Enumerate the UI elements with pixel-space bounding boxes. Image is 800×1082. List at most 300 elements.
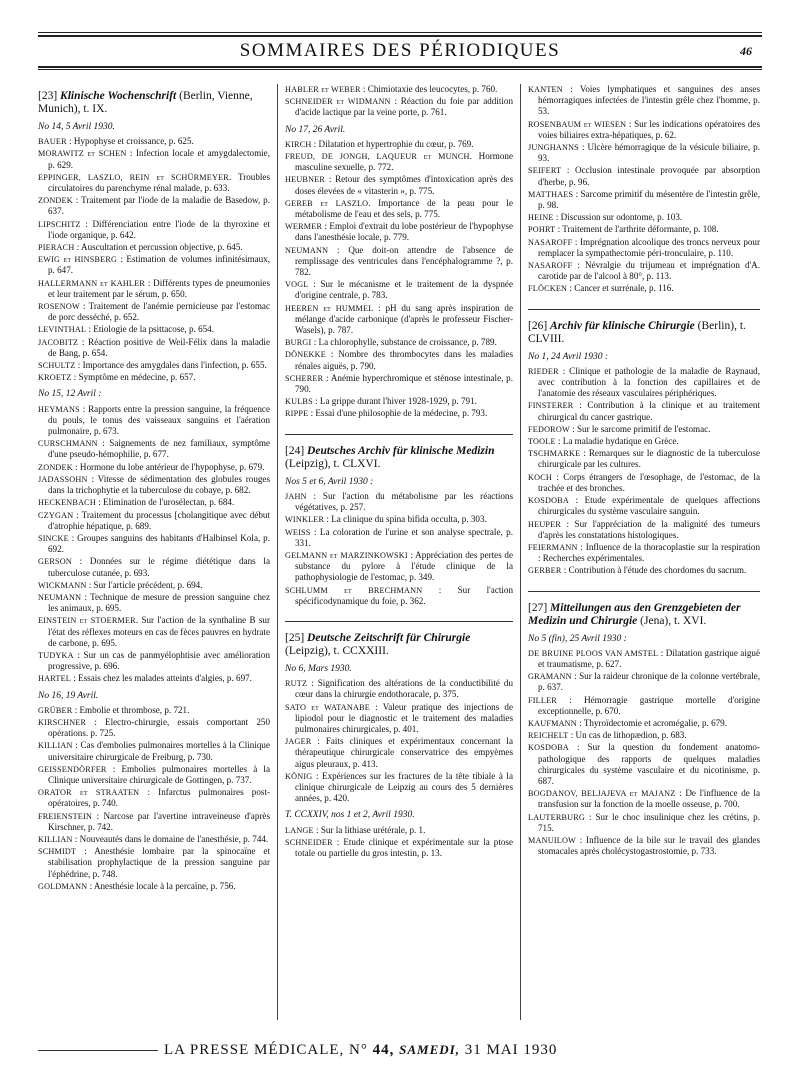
article-author: HABLER et WEBER — [285, 85, 361, 94]
journal-number: [24] — [285, 444, 308, 457]
article-title: : Etude clinique et expérimentale sur la ptose totale ou partielle du gros intestin, p. 13. — [295, 836, 513, 858]
article-entry — [38, 834, 270, 845]
article-entry — [528, 730, 760, 741]
article-title: : Sur l'article précédent, p. 694. — [86, 579, 203, 590]
section-rule — [528, 309, 760, 310]
article-title: : Ulcère hémorragique de la vésicule biliaire, p. 93. — [538, 142, 760, 164]
article-entry — [38, 324, 270, 335]
journal-heading — [528, 320, 760, 346]
article-author: HEUPER — [528, 519, 562, 529]
article-author: KOSDOBA — [528, 743, 569, 753]
issue-date: No 14, 5 Avril 1930. — [38, 122, 115, 132]
article-title: : La clinique du spina bifida occulta, p. 303. — [324, 514, 487, 525]
article-entry — [38, 717, 270, 739]
article-author: ROSENBAUM et WIESEN — [528, 119, 627, 129]
article-entry — [285, 702, 513, 736]
article-entry — [38, 360, 270, 371]
article-title: : Sarcome primitif du mésentère de l'intestin grêle, p. 98. — [538, 188, 760, 211]
article-entry — [38, 136, 270, 147]
article-author: FEDOROW — [528, 424, 570, 434]
article-entry — [38, 254, 270, 276]
article-author: KANTEN — [528, 85, 563, 94]
article-author: PIERACH — [38, 243, 75, 253]
journal-heading — [528, 602, 760, 628]
article-entry — [285, 245, 513, 279]
article-author: KROETZ — [38, 373, 72, 383]
article-title: : Contribution à la clinique et au traitement chirurgical du cancer gastrique. — [538, 400, 760, 422]
article-title: . Sur l'action de la synthaline B sur l'état des réflexes moteurs en cas de fèces pauvres en hydrate de carbone, p. 695. — [48, 615, 270, 648]
column-3 — [528, 84, 760, 1022]
article-entry — [285, 373, 513, 395]
article-title: : Traitement par l'iode de la maladie de Basedow, p. 637. — [48, 195, 270, 217]
article-title: . Hormone masculine sexuelle, p. 772. — [295, 151, 513, 173]
article-author: NASAROFF — [528, 261, 573, 271]
article-author: TSCHMARKE — [528, 449, 581, 459]
article-title: : Appréciation des pertes de substance du pylore à l'étude clinique de la pathophysiologie de l'estomac, p. 349. — [295, 549, 513, 583]
article-author: TUDYKA — [38, 650, 74, 660]
article-title: : Imprégnation alcoolique des troncs nerveux pour remplacer la sympathectomie péri-tronculaire, p. 110. — [538, 236, 760, 258]
issue-date: Nos 5 et 6, Avril 1930 : — [285, 476, 374, 487]
article-entry — [528, 718, 760, 729]
article-title: : Faits cliniques et expérimentaux concernant la thérapeutique chirurgicale conservatrice des empyèmes aigus pleuraux, p. 413. — [295, 736, 513, 769]
article-entry — [285, 825, 513, 836]
article-author: BURGI — [285, 338, 312, 348]
article-title: : Thyroïdectomie et acromégalie, p. 679. — [576, 717, 728, 728]
article-author: KÖNIG — [285, 771, 313, 781]
article-entry — [528, 565, 760, 576]
article-title: : Retour des symptômes d'intoxication après des doses élevées de « vitasterin », p. 775. — [295, 174, 513, 196]
article-title: : Traitement de l'anémie pernicieuse par l'estomac de porc desséché, p. 652. — [48, 301, 270, 323]
article-author: HEYMANS — [38, 404, 80, 414]
article-entry — [38, 556, 270, 578]
article-author: JAHN — [285, 491, 307, 501]
article-entry — [285, 337, 513, 348]
article-title: : Essais chez les malades atteints d'algies, p. 697. — [71, 673, 252, 684]
issue-date: No 1, 24 Avril 1930 : — [528, 351, 609, 362]
article-title: : Expériences sur les fractures de la tête tibiale à la clinique chirurgicale de Leipzig au cours des 5 dernières années, p. 420. — [295, 770, 513, 804]
article-entry — [528, 260, 760, 282]
article-author: ZONDEK — [38, 462, 73, 472]
footer — [38, 1042, 762, 1062]
article-entry — [285, 408, 513, 419]
article-author: SINCKE — [38, 533, 69, 543]
article-author: HALLERMANN et KAHLER — [38, 278, 146, 288]
article-entry — [528, 237, 760, 259]
article-author: JAGER — [285, 737, 312, 747]
journal-details: (Jena), t. XVI. — [637, 614, 707, 627]
article-author: GEISSENDÖRFER — [38, 764, 107, 774]
article-entry — [38, 510, 270, 532]
article-title: : Remarques sur le diagnostic de la tuberculose chirurgicale par les cultures. — [538, 448, 760, 470]
article-author: KILLIAN — [38, 741, 73, 751]
article-author: SCHULTZ — [38, 361, 76, 371]
article-title: : Dilatation et hypertrophie du cœur, p. 769. — [311, 138, 474, 149]
footer-day: SAMEDI, — [399, 1042, 460, 1057]
article-author: WINKLER — [285, 515, 325, 525]
article-title: : Etiologie de la psittacose, p. 654. — [86, 324, 214, 335]
article-entry — [38, 673, 270, 684]
article-title: : Contribution à l'étude des chordomes du sacrum. — [561, 565, 747, 576]
article-title: : Valeur pratique des injections de lipiodol pour le diagnostic et le traitement des maladies pulmonaires chirurgicales, p. 401. — [295, 701, 513, 734]
article-author: WICKMANN — [38, 580, 87, 590]
article-author: SCHNEIDER — [285, 837, 333, 847]
journal-title: Deutsches Archiv für klinische Medizin — [307, 444, 495, 457]
footer-journal: LA PRESSE MÉDICALE, N° — [164, 1042, 368, 1058]
article-title: : Sur un cas de panmyélophtisie avec amélioration progressive, p. 696. — [48, 649, 270, 672]
article-entry — [38, 372, 270, 383]
article-title: : Sur l'action spécificodynamique du foie, p. 362. — [295, 584, 513, 606]
article-entry — [38, 242, 270, 253]
article-title: : Infarctus pulmonaires post-opératoires, p. 740. — [48, 787, 270, 809]
article-entry — [285, 771, 513, 805]
article-author: RIEDER — [528, 366, 559, 376]
issue-date: T. CCXXIV, nos 1 et 2, Avril 1930. — [285, 810, 415, 821]
journal-heading — [285, 632, 513, 658]
article-author: FREIENSTEIN — [38, 811, 93, 821]
article-title: : Dilatation gastrique aiguë et traumatisme, p. 627. — [538, 647, 760, 669]
article-entry — [285, 84, 513, 95]
journal-details: (Berlin, Vienne, Munich), t. IX. — [38, 90, 253, 115]
article-entry — [38, 811, 270, 833]
article-title: : Sur la raideur chronique de la colonne vertébrale, p. 637. — [538, 671, 760, 693]
column-1 — [38, 84, 270, 1022]
article-entry — [38, 881, 270, 892]
column-2 — [285, 84, 513, 1022]
article-author: RIPPE — [285, 409, 309, 419]
article-author: GERSON — [38, 557, 72, 567]
article-entry — [528, 424, 760, 435]
article-author: SEIFERT — [528, 166, 562, 176]
article-author: ORATOR et STRAATEN — [38, 788, 140, 798]
article-entry — [38, 219, 270, 241]
article-entry — [285, 514, 513, 525]
article-entry — [38, 337, 270, 359]
article-entry — [285, 221, 513, 243]
journal-heading — [38, 90, 270, 116]
article-title: : Nombre des thrombocytes dans les maladies rénales aiguës, p. 790. — [295, 349, 513, 371]
article-title: : Estimation de volumes infinitésimaux, p. 647. — [48, 254, 270, 276]
journal-number: [23] — [38, 90, 61, 102]
journal-heading — [285, 445, 513, 471]
article-title: : Etude expérimentale de quelques affections chirurgicales du système vasculaire sanguin. — [538, 495, 760, 517]
issue-date: No 15, 12 Avril : — [38, 389, 102, 400]
article-author: GRAMANN — [528, 672, 572, 682]
article-author: GRÜBER — [38, 705, 73, 715]
article-entry — [528, 366, 760, 400]
article-author: KOCH — [528, 472, 552, 482]
article-entry — [38, 462, 270, 473]
journal-details: (Leipzig), t. CCXXIII. — [285, 644, 389, 657]
article-author: RUTZ — [285, 679, 308, 689]
article-title: : Anesthésie locale à la percaïne, p. 756. — [87, 880, 236, 891]
article-author: FREUD, DE JONGH, LAQUEUR et MUNCH — [285, 152, 470, 162]
section-rule — [285, 621, 513, 622]
article-author: KIRSCHNER — [38, 717, 87, 727]
article-title: : Elimination de l'urosélectan, p. 684. — [95, 497, 235, 508]
article-author: SCHNEIDER et WIDMANN — [285, 97, 391, 107]
article-author: CURSCHMANN — [38, 439, 98, 449]
page-number: 46 — [740, 44, 752, 58]
top-rule-thick — [38, 35, 762, 37]
article-entry — [38, 740, 270, 762]
article-author: KAUFMANN — [528, 718, 577, 728]
issue-date: No 17, 26 Avril. — [285, 124, 346, 135]
article-author: LEVINTHAL — [38, 325, 87, 335]
article-author: SCHERER — [285, 373, 324, 383]
section-rule — [285, 434, 513, 435]
article-title: : Anémie hyperchromique et sténose intestinale, p. 790. — [295, 372, 513, 395]
article-title: : Sur l'action du métabolisme par les réactions végétatives, p. 257. — [295, 490, 513, 513]
article-author: BOGDANOV, BELJAJEVA et MAJANZ — [528, 789, 676, 799]
article-author: WERMER — [285, 222, 323, 232]
column-divider-2 — [520, 84, 521, 1020]
article-entry — [285, 396, 513, 407]
article-entry — [285, 736, 513, 770]
article-title: : Signification des altérations de la conductibilité du cœur dans la chirurgie endothoracale, p. 375. — [295, 678, 513, 700]
issue-date: No 6, Mars 1930. — [285, 663, 352, 674]
article-entry — [38, 533, 270, 555]
journal-details: (Leipzig), t. CLXVI. — [285, 457, 381, 470]
article-title: : Hormone du lobe antérieur de l'hypophyse, p. 679. — [72, 461, 265, 472]
article-entry — [38, 787, 270, 809]
article-title: : Vitesse de sédimentation des globules rouges dans la trichophytie et la tuberculose du cobaye, p. 682. — [48, 473, 270, 496]
article-title: : Infection locale et amygdalectomie, p. 629. — [48, 148, 270, 170]
article-author: VOGL — [285, 280, 309, 290]
article-title: : Clinique et pathologie de la maladie de Raynaud, avec contribution à la fonction des capillaires et de l'anatomie des réseaux vasculaires périphériques. — [538, 365, 760, 399]
article-author: EPPINGER, LASZLO, REIN et SCHÜRMEYER — [38, 172, 229, 182]
article-entry — [528, 472, 760, 494]
article-title: : Importance des amygdales dans l'infection, p. 655. — [75, 360, 267, 371]
article-entry — [38, 764, 270, 786]
article-author: MATTHAES — [528, 189, 574, 199]
article-author: GERBER — [528, 566, 562, 576]
article-title: : Saignements de nez familiaux, symptôme d'une pseudo-hémophilie, p. 677. — [48, 438, 270, 460]
article-entry — [528, 835, 760, 857]
article-author: HEINE — [528, 213, 554, 223]
article-author: MANUILOW — [528, 835, 576, 845]
article-entry — [285, 837, 513, 859]
article-entry — [38, 301, 270, 323]
article-title: : Discussion sur odontome, p. 103. — [553, 212, 683, 223]
journal-details: (Berlin), t. CLVIII. — [528, 319, 746, 345]
article-title: : Que doit-on attendre de l'absence de remplissage des ventricules dans l'encéphalogramme ?, p. 782. — [295, 244, 513, 278]
article-entry — [38, 172, 270, 194]
article-author: TOOLE — [528, 437, 556, 447]
article-author: LANGE — [285, 825, 314, 835]
article-author: SATO et WATANABE — [285, 702, 370, 712]
article-author: FEIERMANN — [528, 542, 578, 552]
article-title: : La chlorophylle, substance de croissance, p. 789. — [311, 337, 497, 348]
article-author: GELMANN et MARZINKOWSKI — [285, 550, 408, 560]
article-entry — [528, 812, 760, 834]
journal-number: [27] — [528, 601, 551, 614]
article-entry — [528, 189, 760, 211]
article-author: JUNGHANNS — [528, 143, 579, 153]
column-divider-1 — [277, 84, 278, 1020]
article-entry — [528, 788, 760, 810]
page-title: SOMMAIRES DES PÉRIODIQUES — [239, 40, 561, 61]
article-entry — [38, 195, 270, 217]
footer-rule — [38, 1050, 158, 1051]
article-title: : Névralgie du trijumeau et imprégnation d'A. carotide par de l'alcool à 80°, p. 113. — [538, 260, 760, 282]
article-author: HEEREN et HUMMEL — [285, 303, 374, 313]
article-author: HARTEL — [38, 674, 71, 684]
journal-title: Archiv für klinische Chirurgie — [550, 319, 695, 332]
article-title: : De l'influence de la transfusion sur la fonction de la moelle osseuse, p. 700. — [538, 788, 760, 810]
footer-issue-number: 44, — [372, 1042, 395, 1058]
article-title: : Rapports entre la pression sanguine, la fréquence du pouls, le tonus des vaisseaux sanguins et l'aération pulmonaire, p. 673. — [48, 403, 270, 437]
article-author: KOSDOBA — [528, 496, 569, 506]
article-entry — [528, 224, 760, 235]
article-entry — [285, 678, 513, 700]
article-title: : Traitement de l'arthrite déformante, p. 108. — [555, 224, 719, 235]
article-entry — [528, 648, 760, 670]
article-entry — [528, 119, 760, 141]
article-entry — [38, 615, 270, 649]
article-author: SCHLUMM et BRECHMANN — [285, 585, 423, 595]
article-entry — [528, 142, 760, 164]
article-author: POHRT — [528, 225, 556, 235]
header-rule-thin — [38, 69, 762, 70]
article-entry — [528, 448, 760, 470]
article-author: MORAWITZ et SCHEN — [38, 149, 127, 159]
header-rule — [38, 66, 762, 68]
article-author: BAUER — [38, 137, 67, 147]
article-entry — [38, 650, 270, 672]
article-title: : Occlusion intestinale provoquée par absorption d'herbe, p. 96. — [538, 165, 760, 187]
article-entry — [285, 139, 513, 150]
article-title: : Cas d'embolies pulmonaires mortelles à la Clinique universitaire chirurgicale de Freiburg, p. 730. — [48, 740, 270, 762]
issue-date: No 5 (fin), 25 Avril 1930 : — [528, 633, 627, 644]
journal-number: [25] — [285, 631, 308, 644]
article-author: REICHELT — [528, 731, 569, 741]
article-entry — [528, 695, 760, 717]
article-entry — [528, 495, 760, 517]
article-title: : Différenciation entre l'iode de la thyroxine et l'iode organique, p. 642. — [48, 218, 270, 240]
article-author: GEREB et LASZLO — [285, 198, 369, 208]
journal-title: Mitteilungen aus den Grenzgebieten der Medizin und Chirurgie — [528, 601, 741, 627]
journal-title: Klinische Wochenschrift — [60, 90, 177, 102]
article-title: : Nouveautés dans le domaine de l'anesthésie, p. 744. — [72, 833, 269, 844]
article-entry — [38, 148, 270, 170]
article-entry — [285, 279, 513, 301]
article-title: : Un cas de lithopædion, p. 683. — [568, 730, 687, 741]
article-entry — [285, 198, 513, 220]
article-title: : Narcose par l'avertine intraveineuse d'après Kirschner, p. 742. — [48, 810, 270, 832]
article-title: : Anesthésie lombaire par la spinocaïne et stabilisation prophylactique de la pression sanguine par l'éphédrine, p. 748. — [48, 846, 270, 879]
article-title: : Sur la lithiase urétérale, p. 1. — [313, 824, 426, 835]
article-title: : Embolies pulmonaires mortelles à la Clinique universitaire chirurgicale de Gottingen, p. 737. — [48, 763, 270, 785]
article-entry — [285, 585, 513, 607]
article-entry — [528, 671, 760, 693]
article-author: SCHMIDT — [38, 847, 77, 857]
article-title: : Electro-chirurgie, essais comportant 250 opérations. p. 725. — [48, 716, 270, 739]
article-title: : Voies lymphatiques et sanguines des anses hémorragiques infectées de l'intestin grêle chez l'homme, p. 53. — [538, 84, 760, 117]
article-title: : Réaction positive de Weil-Félix dans la maladie de Bang, p. 654. — [48, 336, 270, 358]
article-author: KILLIAN — [38, 834, 73, 844]
article-title: : Hypophyse et croissance, p. 625. — [66, 136, 194, 147]
article-author: ROSENOW — [38, 302, 80, 312]
article-author: GOLDMANN — [38, 881, 88, 891]
article-title: : Groupes sanguins des habitants d'Halbinsel Kola, p. 692. — [48, 532, 270, 555]
article-title: : Symptôme en médecine, p. 657. — [71, 372, 196, 383]
article-entry — [285, 527, 513, 549]
article-title: : Auscultation et percussion objective, p. 645. — [74, 242, 243, 253]
article-author: FILLER — [528, 695, 557, 705]
article-title: : La maladie hydatique en Grèce. — [555, 436, 679, 447]
article-entry — [528, 165, 760, 187]
article-title: : Corps étrangers de l'œsophage, de l'estomac, de la trachée et des bronches. — [538, 471, 760, 493]
article-entry — [528, 212, 760, 223]
article-entry — [285, 174, 513, 196]
article-entry — [528, 436, 760, 447]
article-entry — [528, 283, 760, 294]
article-author: KIRCH — [285, 139, 312, 149]
article-entry — [38, 474, 270, 496]
article-title: : Emploi d'extrait du lobe postérieur de l'hypophyse dans l'anesthésie locale, p. 779. — [295, 221, 513, 243]
article-title: : Essai d'une philosophie de la médecine, p. 793. — [308, 408, 488, 419]
article-entry — [285, 349, 513, 371]
section-rule — [528, 591, 760, 592]
article-title: . Importance de la peau pour le métabolisme de l'eau et des sels, p. 775. — [295, 197, 513, 220]
article-entry — [285, 151, 513, 173]
article-title: : Influence de la bile sur le travail des glandes stomacales après cholécystogastrostomie, p. 733. — [538, 834, 760, 857]
article-author: NASAROFF — [528, 237, 573, 247]
article-entry — [528, 84, 760, 118]
article-author: NEUMANN — [38, 592, 82, 602]
article-title: : Sur les indications opératoires des voies biliaires extra-hépatiques, p. 62. — [538, 118, 760, 140]
article-entry — [285, 491, 513, 513]
article-entry — [528, 542, 760, 564]
article-author: FINSTERER — [528, 401, 574, 411]
article-entry — [38, 497, 270, 508]
article-author: EWIG et HINSBERG — [38, 255, 118, 265]
top-rule — [38, 32, 762, 33]
article-author: FLÖCKEN — [528, 284, 568, 294]
article-title: : Embolie et thrombose, p. 721. — [72, 704, 190, 715]
article-title: : Traitement du processus [cholangitique avec début d'atrophie hépatique, p. 689. — [48, 509, 270, 531]
article-author: EINSTEIN et STOERMER — [38, 616, 136, 626]
article-author: LAUTERBURG — [528, 812, 586, 822]
article-title: : Sur la question du fondement anatomo-pathologique des rapports de quelques maladies chirurgicales du système vasculaire et du nicotinisme, p. 687. — [538, 742, 760, 786]
article-entry — [38, 404, 270, 438]
article-author: JADASSOHN — [38, 474, 88, 484]
article-title: : pH du sang après inspiration de mélange d'acide carbonique (d'après le professeur Fischer-Wasels), p. 787. — [295, 302, 513, 336]
article-author: HEUBNER — [285, 175, 326, 185]
article-author: LIPSCHITZ — [38, 219, 81, 229]
article-title: : La coloration de l'urine et son analyse spectrale, p. 331. — [295, 526, 513, 548]
article-author: NEUMANN — [285, 245, 329, 255]
article-entry — [285, 303, 513, 337]
article-title: : Sur le sarcome primitif de l'estomac. — [569, 423, 711, 434]
article-entry — [38, 580, 270, 591]
article-title: : Technique de mesure de pression sanguine chez les animaux, p. 695. — [48, 591, 270, 614]
issue-date: No 16, 19 Avril. — [38, 690, 99, 701]
article-entry — [528, 400, 760, 422]
article-title: : Chimiotaxie des leucocytes, p. 760. — [360, 84, 498, 94]
article-title: : Hémorragie gastrique mortelle d'origine exceptionnelle, p. 670. — [538, 694, 760, 716]
article-entry — [285, 96, 513, 118]
article-title: : Sur le choc insulinique chez les crétins, p. 715. — [538, 811, 760, 833]
article-entry — [38, 278, 270, 300]
article-author: DÖNEKKE — [285, 350, 326, 360]
article-title: . Troubles circulatoires du parenchyme rénal malade, p. 633. — [48, 171, 270, 194]
article-entry — [38, 592, 270, 614]
article-entry — [528, 742, 760, 787]
journal-title: Deutsche Zeitschrift für Chirurgie — [307, 631, 471, 644]
article-author: JACOBITZ — [38, 337, 79, 347]
footer-date: 31 MAI 1930 — [464, 1042, 558, 1058]
